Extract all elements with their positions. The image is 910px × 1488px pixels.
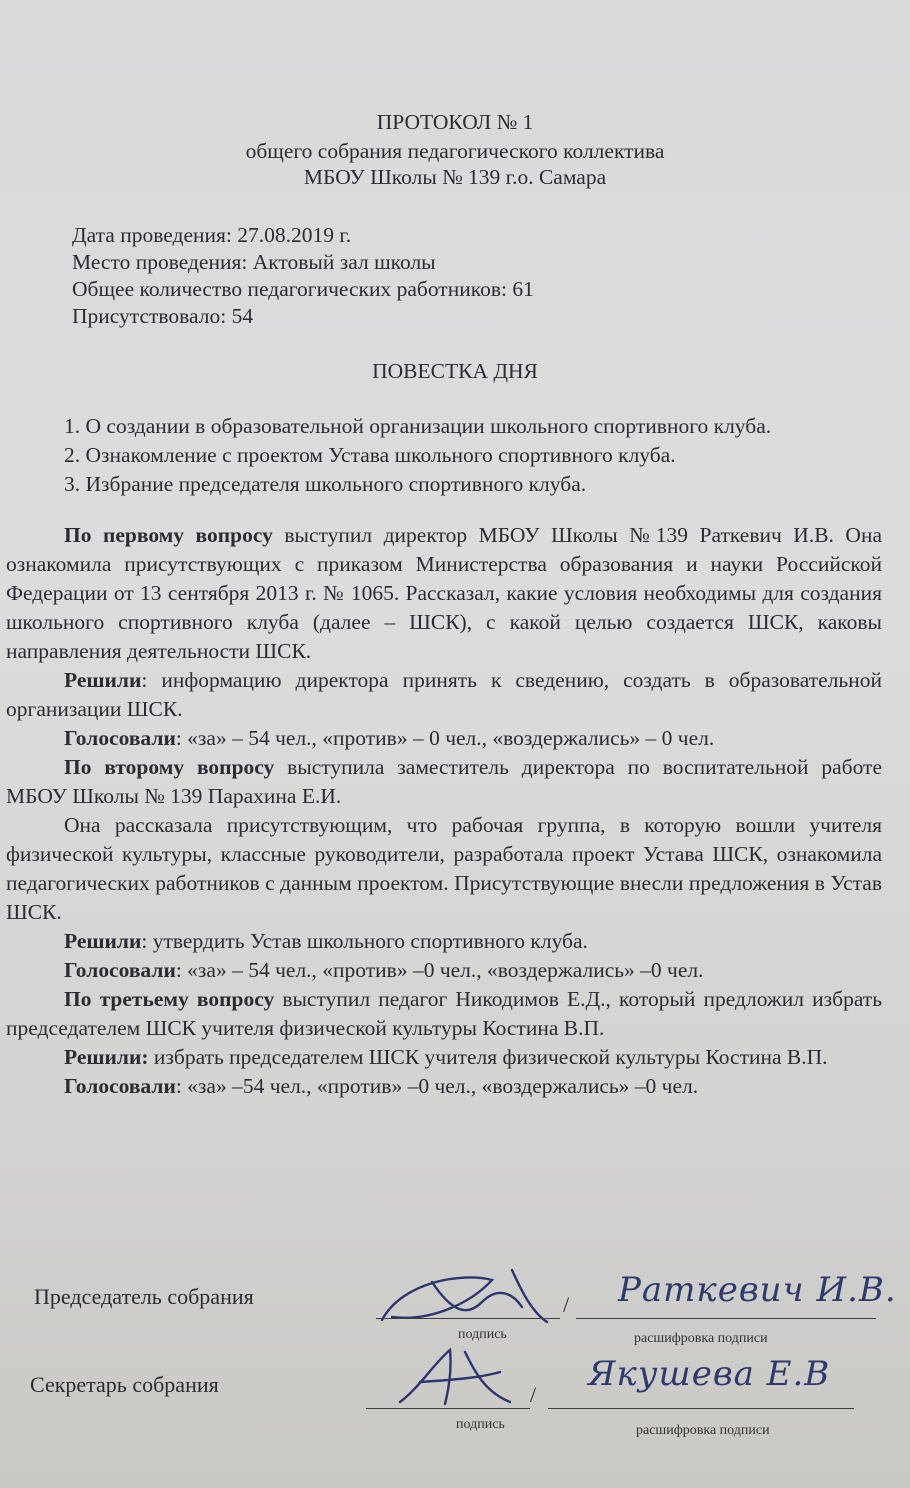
vote-1-lead: Голосовали: [64, 726, 176, 750]
vote-2-lead: Голосовали: [64, 958, 176, 982]
secretary-signature-icon: [390, 1342, 540, 1412]
secretary-name-handwritten: Якушева Е.В: [588, 1354, 831, 1394]
question-1: [6, 521, 882, 666]
decision-1-lead: Решили: [64, 668, 142, 692]
decision-3: [6, 1043, 882, 1072]
vote-3: [6, 1072, 882, 1101]
chair-label: Председатель собрания: [34, 1284, 254, 1309]
decision-2-lead: Решили: [64, 929, 142, 953]
present-count: Присутствовало: 54: [72, 304, 254, 328]
decision-3-text: избрать председателем ШСК учителя физической культуры Костина В.П.: [148, 1045, 828, 1069]
question-2-details: Она рассказала присутствующим, что рабочая группа, в которую вошли учителя физической культуры, классные руководители, разработала проект Устава ШСК, ознакомила педагогических работников с данным проектом. Присутствующие внесли предложения в Устав ШСК.: [6, 813, 882, 924]
vote-1: [6, 724, 882, 753]
question-3-lead: По третьему вопросу: [64, 987, 275, 1011]
question-1-lead: По первому вопросу: [64, 523, 273, 547]
school-name: МБОУ Школы № 139 г.о. Самара: [303, 165, 607, 189]
secretary-signature-line: [366, 1408, 530, 1409]
agenda-item: 1. О создании в образовательной организации школьного спортивного клуба.: [64, 414, 772, 438]
protocol-body: [6, 412, 882, 1101]
vote-2: [6, 956, 882, 985]
decision-1-text: : информацию директора принять к сведению, создать в образовательной организации ШСК.: [6, 668, 882, 721]
chair-decode-line: [576, 1318, 876, 1319]
meeting-date: Дата проведения: 27.08.2019 г.: [72, 223, 352, 247]
question-3-text: выступил педагог Никодимов Е.Д., который предложил избрать председателем ШСК учителя физической культуры Костина В.П.: [6, 987, 883, 1040]
secretary-label: Секретарь собрания: [30, 1372, 219, 1397]
vote-2-text: : «за» – 54 чел., «против» –0 чел., «воздержались» –0 чел.: [175, 958, 704, 982]
decision-2: [6, 927, 882, 956]
question-3: [6, 985, 882, 1043]
question-2: [6, 753, 882, 811]
chair-name-handwritten: Раткевич И.В.: [618, 1270, 897, 1310]
decision-2-text: : утвердить Устав школьного спортивного клуба.: [141, 929, 588, 953]
chair-decode-caption: расшифровка подписи: [634, 1331, 768, 1346]
agenda-item: 3. Избрание председателя школьного спортивного клуба.: [64, 472, 587, 496]
secretary-sign-caption: подпись: [456, 1417, 505, 1432]
meeting-place: Место проведения: Актовый зал школы: [72, 250, 436, 274]
secretary-slash: /: [530, 1382, 537, 1407]
vote-3-text: : «за» –54 чел., «против» –0 чел., «воздержались» –0 чел.: [175, 1074, 699, 1098]
decision-1: [6, 666, 882, 724]
question-2-lead: По второму вопросу: [64, 755, 275, 779]
agenda-item: 2. Ознакомление с проектом Устава школьного спортивного клуба.: [64, 443, 676, 467]
vote-1-text: : «за» – 54 чел., «против» – 0 чел., «воздержались» – 0 чел.: [175, 726, 715, 750]
agenda-title: ПОВЕСТКА ДНЯ: [372, 359, 538, 383]
chair-slash: /: [563, 1292, 570, 1317]
secretary-decode-line: [548, 1408, 854, 1409]
vote-3-lead: Голосовали: [64, 1074, 176, 1098]
total-staff: Общее количество педагогических работников: 61: [72, 277, 534, 301]
document-title: ПРОТОКОЛ № 1: [376, 110, 534, 134]
secretary-decode-caption: расшифровка подписи: [636, 1423, 770, 1438]
decision-3-lead: Решили:: [64, 1045, 149, 1069]
chair-signature-line: [376, 1318, 560, 1319]
chair-sign-caption: подпись: [458, 1327, 507, 1342]
question-1-text: выступил директор МБОУ Школы №139 Раткевич И.В. Она ознакомила присутствующих с приказом Министерства образования и науки Российской Федерации от 13 сентября 2013 г. № 1065. Рассказал, какие условия необходимы для создания школьного спортивного клуба (далее – ШСК), с какой целью создается ШСК, каковы направления деятельности ШСК.: [6, 523, 882, 663]
question-2-text: выступила заместитель директора по воспитательной работе МБОУ Школы № 139 Парахина Е.И.: [6, 755, 882, 808]
document-subtitle: общего собрания педагогического коллектива: [245, 139, 665, 163]
